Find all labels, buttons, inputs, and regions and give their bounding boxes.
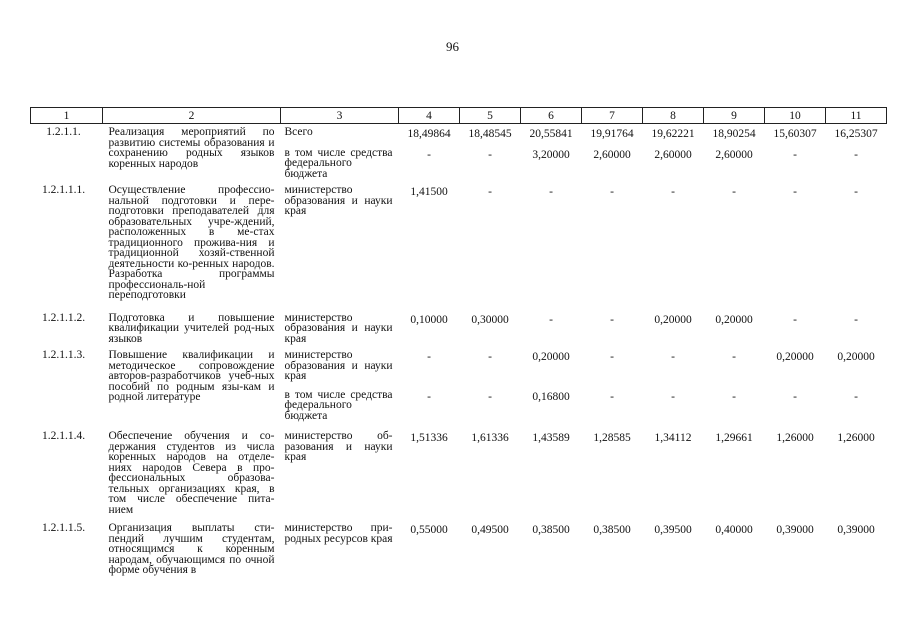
value-col-7: 2,60000 <box>593 148 631 161</box>
value-col-5: 0,49500 <box>471 524 509 536</box>
value-col-8: - <box>671 390 675 403</box>
value-col-9: - <box>732 351 736 363</box>
funding-source: Всего <box>284 126 313 138</box>
funding-source: министерство образования и науки края <box>284 349 393 382</box>
value-col-6: - <box>549 313 553 326</box>
value-col-5: - <box>488 148 492 161</box>
value-col-6: 20,55841 <box>529 128 573 140</box>
table-row <box>31 344 887 382</box>
value-col-6: 0,16800 <box>532 390 570 403</box>
value-col-10: - <box>793 186 797 198</box>
value-col-10: 0,20000 <box>776 351 814 363</box>
value-col-5: - <box>488 390 492 403</box>
header-col-5: 5 <box>460 108 521 124</box>
row-name: Осуществление профессио-нальной подготовки и пере-подготовки преподавателей для образовательных учре-ждений, расположенных в ме-стах традиционного прожива-ния и традиционной хозяй-ственной деятельности ко-ренных народов. Разработка программы профессиональ-ной переподготовки <box>108 184 275 301</box>
row-name: Обеспечение обучения и со-держания студентов из числа коренных народов на отделе-ниях народов Севера в про-фессиональных образова-тельных организациях края, в том числе обеспечение пита-нием <box>108 430 275 516</box>
value-col-6: 0,38500 <box>532 524 570 536</box>
value-col-5: 0,30000 <box>471 313 509 326</box>
value-col-7: - <box>610 186 614 198</box>
value-col-5: - <box>488 351 492 363</box>
value-col-4: - <box>427 148 431 161</box>
row-code: 1.2.1.1.4. <box>41 430 86 442</box>
header-col-10: 10 <box>765 108 826 124</box>
value-col-11: - <box>854 186 858 198</box>
value-col-8: 1,34112 <box>654 432 692 444</box>
value-col-7: - <box>610 313 614 326</box>
row-code: 1.2.1.1.1. <box>41 184 86 196</box>
value-col-10: 0,39000 <box>776 524 814 536</box>
header-col-11: 11 <box>826 108 887 124</box>
header-col-3: 3 <box>281 108 399 124</box>
value-col-8: 0,39500 <box>654 524 692 536</box>
value-col-9: 2,60000 <box>715 148 753 161</box>
value-col-4: 18,49864 <box>407 128 451 140</box>
header-col-1: 1 <box>31 108 103 124</box>
value-col-9: 0,40000 <box>715 524 753 536</box>
value-col-6: 0,20000 <box>532 351 570 363</box>
value-col-8: - <box>671 186 675 198</box>
value-col-8: - <box>671 351 675 363</box>
value-col-5: - <box>488 186 492 198</box>
value-col-11: 0,39000 <box>837 524 875 536</box>
value-col-4: 0,10000 <box>410 313 448 326</box>
value-col-9: - <box>732 186 736 198</box>
header-col-9: 9 <box>704 108 765 124</box>
page-number: 96 <box>446 39 459 54</box>
value-col-5: 18,48545 <box>468 128 512 140</box>
table-row <box>31 179 887 301</box>
funding-source: в том числе средства федерального бюджета <box>284 146 393 180</box>
header-col-7: 7 <box>582 108 643 124</box>
value-col-10: - <box>793 313 797 326</box>
header-col-6: 6 <box>521 108 582 124</box>
funding-source: министерство об-разования и науки края <box>284 430 393 463</box>
table-body <box>31 124 887 576</box>
header-col-2: 2 <box>103 108 281 124</box>
table-row <box>31 421 887 515</box>
row-name: Организация выплаты сти-пендий лучшим студентам, относящимся к коренным народам, обучающимся по очной форме обучения в <box>108 522 275 576</box>
value-col-6: - <box>549 186 553 198</box>
value-col-8: 2,60000 <box>654 148 692 161</box>
row-code: 1.2.1.1.5. <box>41 522 86 534</box>
value-col-11: 1,26000 <box>837 432 875 444</box>
funding-source: министерство при-родных ресурсов края <box>284 522 393 545</box>
value-col-11: 0,20000 <box>837 351 875 363</box>
value-col-7: 19,91764 <box>590 128 634 140</box>
value-col-5: 1,61336 <box>471 432 509 444</box>
value-col-6: 1,43589 <box>532 432 570 444</box>
value-col-9: 0,20000 <box>715 313 753 326</box>
value-col-4: 1,51336 <box>410 432 448 444</box>
value-col-7: - <box>610 390 614 403</box>
funding-source: министерство образования и науки края <box>284 184 393 217</box>
value-col-11: 16,25307 <box>834 128 878 140</box>
row-code: 1.2.1.1.3. <box>41 349 86 361</box>
table-row <box>31 515 887 576</box>
value-col-4: - <box>427 351 431 363</box>
row-name: Подготовка и повышение квалификации учителей род-ных языков <box>108 311 275 345</box>
table-row <box>31 124 887 140</box>
value-col-10: 15,60307 <box>773 128 817 140</box>
value-col-11: - <box>854 148 858 161</box>
value-col-9: 1,29661 <box>715 432 753 444</box>
program-table <box>30 107 887 576</box>
table-row <box>31 301 887 345</box>
value-col-10: - <box>793 390 797 403</box>
header-col-8: 8 <box>643 108 704 124</box>
value-col-9: 18,90254 <box>712 128 756 140</box>
value-col-4: 1,41500 <box>410 186 448 198</box>
funding-source: министерство образования и науки края <box>284 311 393 345</box>
funding-source: в том числе средства федерального бюджета <box>284 388 393 422</box>
value-col-10: 1,26000 <box>776 432 814 444</box>
table-header <box>31 108 887 124</box>
header-col-4: 4 <box>399 108 460 124</box>
value-col-4: 0,55000 <box>410 524 448 536</box>
value-col-8: 0,20000 <box>654 313 692 326</box>
value-col-6: 3,20000 <box>532 148 570 161</box>
row-code: 1.2.1.1.2. <box>41 311 86 324</box>
value-col-11: - <box>854 313 858 326</box>
value-col-7: - <box>610 351 614 363</box>
value-col-4: - <box>427 390 431 403</box>
value-col-9: - <box>732 390 736 403</box>
value-col-10: - <box>793 148 797 161</box>
value-col-7: 1,28585 <box>593 432 631 444</box>
row-code: 1.2.1.1. <box>46 126 81 138</box>
value-col-7: 0,38500 <box>593 524 631 536</box>
row-name: Реализация мероприятий по развитию системы образования и сохранению родных языков коренных народов <box>108 126 275 170</box>
value-col-8: 19,62221 <box>651 128 695 140</box>
value-col-11: - <box>854 390 858 403</box>
row-name: Повышение квалификации и методическое сопровождение авторов-разработчиков учеб-ных пособий по родным язы-кам и родной литературе <box>108 349 275 403</box>
